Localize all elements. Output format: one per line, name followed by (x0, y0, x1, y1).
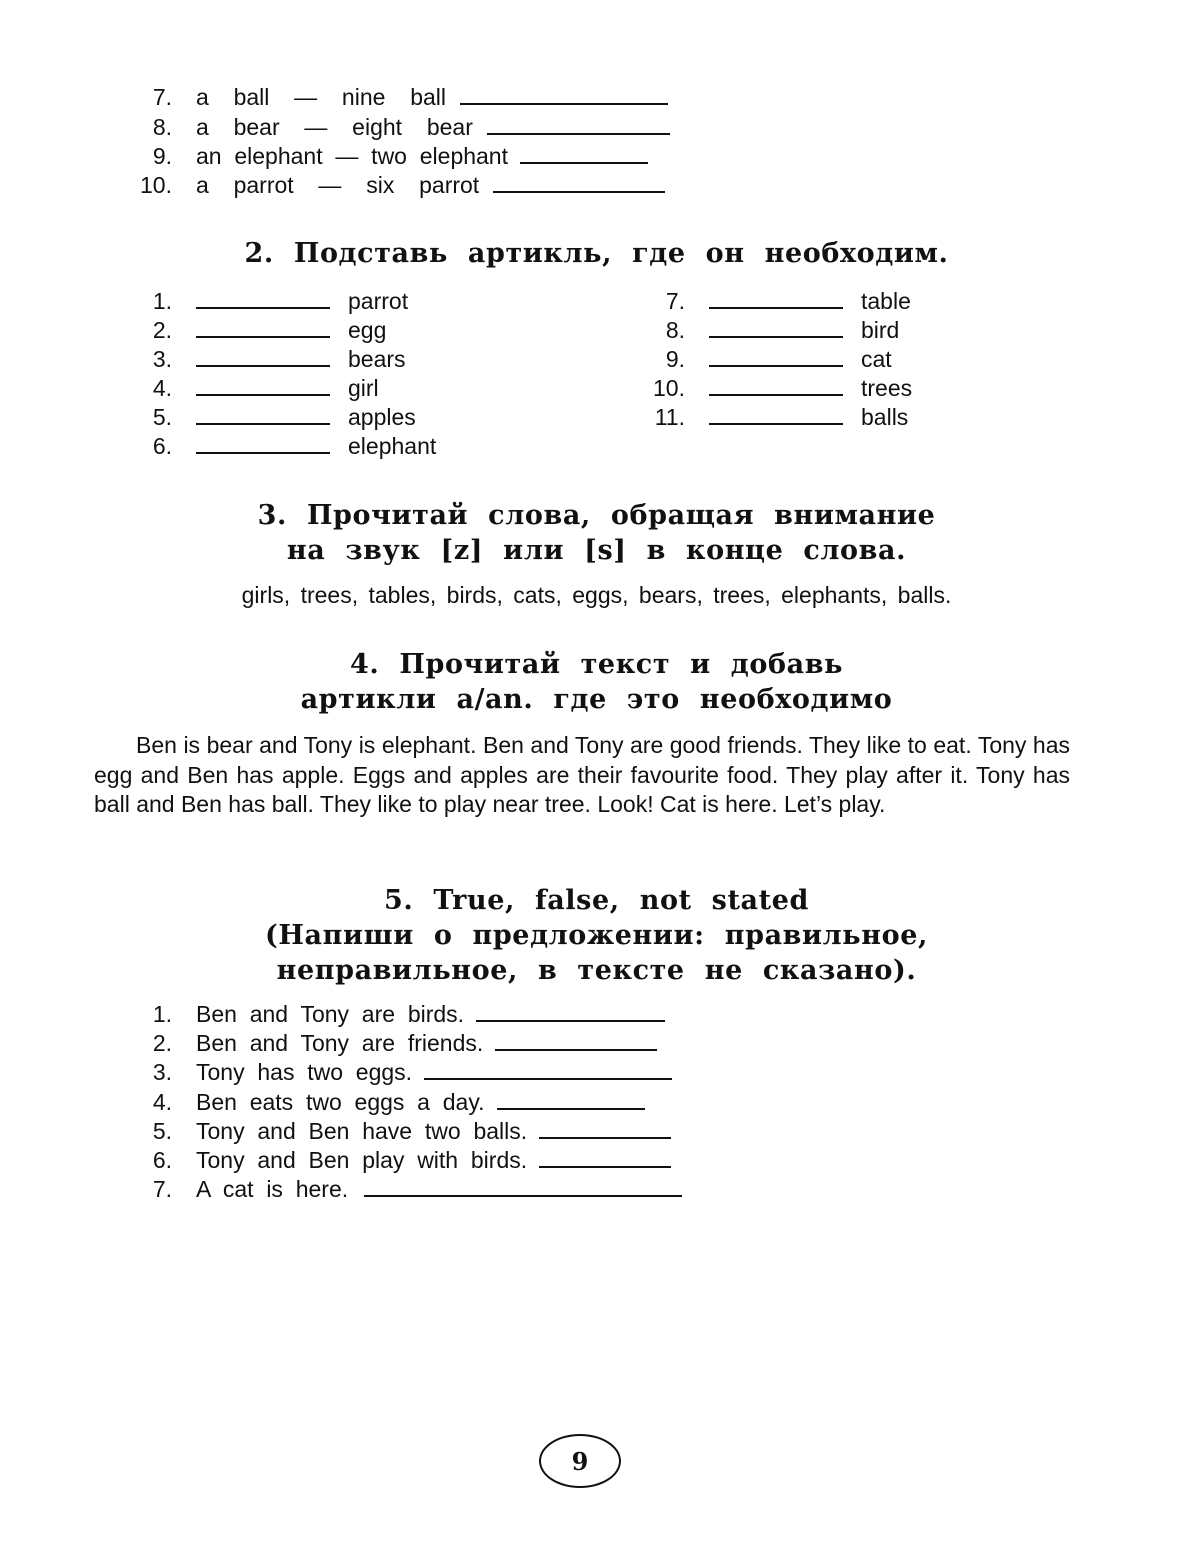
answer-blank[interactable] (460, 102, 668, 105)
list-item: 1. parrot (152, 288, 409, 314)
page-number: 9 (539, 1434, 621, 1488)
list-item: 2. egg (152, 317, 387, 343)
answer-blank[interactable] (424, 1077, 672, 1080)
list-item: 1. Ben and Tony are birds. (140, 1001, 665, 1028)
list-item: 4. Ben eats two eggs a day. (140, 1089, 645, 1116)
list-item: 8. a bear — eight bear (140, 114, 670, 141)
section-2-heading: 2. Подставь артикль, где он необходим. (244, 238, 949, 269)
list-item: 9. an elephant — two elephant (140, 143, 648, 170)
answer-blank[interactable] (709, 335, 843, 338)
answer-blank[interactable] (196, 306, 330, 309)
section-5-heading: 5. True, false, not stated (Напиши о предложении: правильное, неправильное, в тексте не сказано). (265, 885, 928, 986)
section-4-text: Ben is bear and Tony is elephant. Ben and Tony are good friends. They like to eat. Tony has egg and Ben has apple. Eggs and apples are their favourite food. They play after it. Tony has ball and Ben has ball. They like to play near tree. Look! Cat is here. Let’s play. (94, 732, 1070, 817)
answer-blank[interactable] (196, 451, 330, 454)
answer-blank[interactable] (476, 1019, 665, 1022)
list-item: 6. elephant (152, 433, 437, 459)
section-3-word-list: girls, trees, tables, birds, cats, eggs, bears, trees, elephants, balls. (241, 582, 952, 608)
list-item: 4. girl (152, 375, 379, 401)
answer-blank[interactable] (539, 1136, 671, 1139)
answer-blank[interactable] (495, 1048, 657, 1051)
list-item: 8. bird (665, 317, 900, 343)
list-item: 10. a parrot — six parrot (140, 172, 665, 199)
answer-blank[interactable] (196, 393, 330, 396)
answer-blank[interactable] (196, 364, 330, 367)
section-4-heading: 4. Прочитай текст и добавь артикли a/an. где это необходимо (300, 649, 893, 715)
list-item: 5. Tony and Ben have two balls. (140, 1118, 671, 1145)
list-item: 5. apples (152, 404, 416, 430)
answer-blank[interactable] (539, 1165, 671, 1168)
answer-blank[interactable] (196, 335, 330, 338)
answer-blank[interactable] (709, 306, 843, 309)
answer-blank[interactable] (196, 422, 330, 425)
list-item: 7. table (665, 288, 911, 314)
answer-blank[interactable] (520, 161, 648, 164)
list-item: 7. a ball — nine ball (140, 84, 668, 111)
answer-blank[interactable] (709, 393, 843, 396)
list-item: 3. bears (152, 346, 406, 372)
answer-blank[interactable] (487, 132, 670, 135)
list-item: 9. cat (665, 346, 892, 372)
list-item: 6. Tony and Ben play with birds. (140, 1147, 671, 1174)
list-item: 7. A cat is here. (140, 1176, 682, 1203)
list-item: 10. trees (653, 375, 913, 401)
answer-blank[interactable] (364, 1194, 682, 1197)
list-item: 2. Ben and Tony are friends. (140, 1030, 657, 1057)
answer-blank[interactable] (497, 1107, 645, 1110)
answer-blank[interactable] (709, 422, 843, 425)
section-3-heading: 3. Прочитай слова, обращая внимание на звук [z] или [s] в конце слова. (257, 500, 936, 566)
answer-blank[interactable] (493, 190, 665, 193)
answer-blank[interactable] (709, 364, 843, 367)
list-item: 11. balls (654, 404, 909, 430)
list-item: 3. Tony has two eggs. (140, 1059, 672, 1086)
